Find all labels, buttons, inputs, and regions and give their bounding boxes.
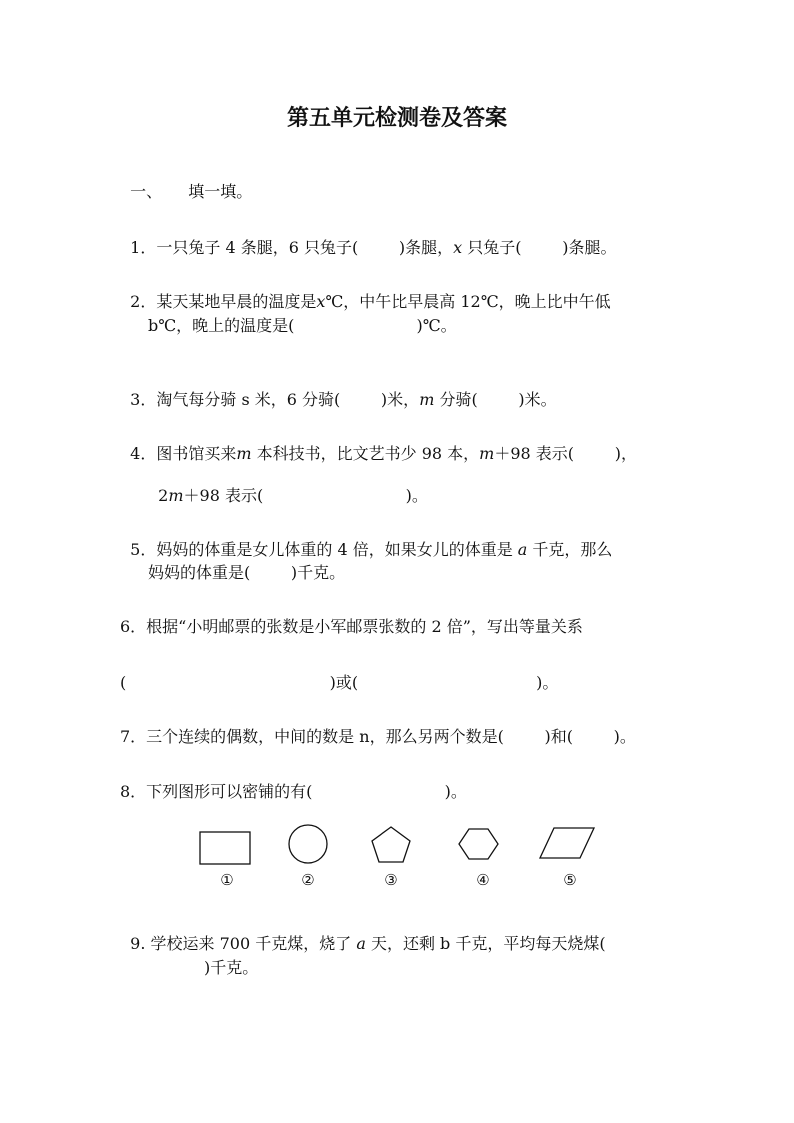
question-9-line-1 <box>120 914 606 954</box>
section-heading <box>120 162 252 202</box>
shape-label-2: ② <box>301 871 315 889</box>
pentagon-shape <box>372 827 410 862</box>
section-text: 填一填。 <box>188 182 253 201</box>
q2-part-a: 2．某天某地早晨的温度是 <box>130 292 317 311</box>
question-7: 7．三个连续的偶数，中间的数是 n，那么另两个数是( )和( )。 <box>120 727 636 746</box>
q9-variable: a <box>356 934 366 953</box>
question-9-line-2: )千克。 <box>204 958 259 977</box>
q5-part-a: 5．妈妈的体重是女儿体重的 4 倍，如果女儿的体重是 <box>130 540 518 559</box>
question-3 <box>120 370 557 410</box>
shape-label-4: ④ <box>476 871 490 889</box>
shape-label-5: ⑤ <box>563 871 577 889</box>
question-4-line-2 <box>148 466 428 506</box>
question-5-line-1 <box>120 520 612 560</box>
q1-part-b: 只兔子( )条腿。 <box>462 238 617 257</box>
q4-line2-a: 2 <box>158 486 169 505</box>
q3-variable: m <box>419 390 435 409</box>
q2-variable: x <box>316 292 326 311</box>
q5-variable: a <box>517 540 528 559</box>
shape-label-3: ③ <box>384 871 398 889</box>
q1-part-a: 1．一只兔子 4 条腿，6 只兔子( )条腿， <box>130 238 454 257</box>
circle-shape <box>289 825 327 863</box>
q4-variable-2: m <box>479 444 495 463</box>
shape-label-1: ① <box>220 871 234 889</box>
q4-part-a: 4．图书馆买来 <box>130 444 237 463</box>
q4-part-b: 本科技书，比文艺书少 98 本， <box>251 444 480 463</box>
tessellation-shapes <box>190 822 610 870</box>
parallelogram-shape <box>540 828 594 858</box>
q5-part-b: 千克，那么 <box>527 540 613 559</box>
question-1 <box>120 218 616 258</box>
q2-part-b: ℃，中午比早晨高 12℃，晚上比中午低 <box>325 292 611 311</box>
question-4-line-1 <box>120 424 637 464</box>
hexagon-shape <box>459 829 498 859</box>
question-2-line-1 <box>120 272 611 312</box>
q3-part-a: 3．淘气每分骑 s 米，6 分骑( )米， <box>130 390 420 409</box>
page-title: 第五单元检测卷及答案 <box>286 106 507 131</box>
q1-variable: x <box>453 238 463 257</box>
rectangle-shape <box>200 832 250 864</box>
q4-line2-variable: m <box>168 486 184 505</box>
question-6-line-2: ( )或( )。 <box>120 673 559 692</box>
question-6-line-1: 6．根据“小明邮票的张数是小军邮票张数的 2 倍”，写出等量关系 <box>120 617 583 636</box>
q4-part-c: ＋98 表示( )， <box>494 444 637 463</box>
q9-part-b: 天，还剩 b 千克，平均每天烧煤( <box>365 934 606 953</box>
q4-variable: m <box>236 444 252 463</box>
question-2-line-2: b℃，晚上的温度是( )℃。 <box>148 316 457 335</box>
q4-line2-b: ＋98 表示( )。 <box>183 486 428 505</box>
question-8: 8．下列图形可以密铺的有( )。 <box>120 782 467 801</box>
q3-part-b: 分骑( )米。 <box>434 390 557 409</box>
question-5-line-2: 妈妈的体重是( )千克。 <box>148 563 346 582</box>
section-label: 一、 <box>130 182 163 201</box>
q9-part-a: 9. 学校运来 700 千克煤，烧了 <box>130 934 357 953</box>
